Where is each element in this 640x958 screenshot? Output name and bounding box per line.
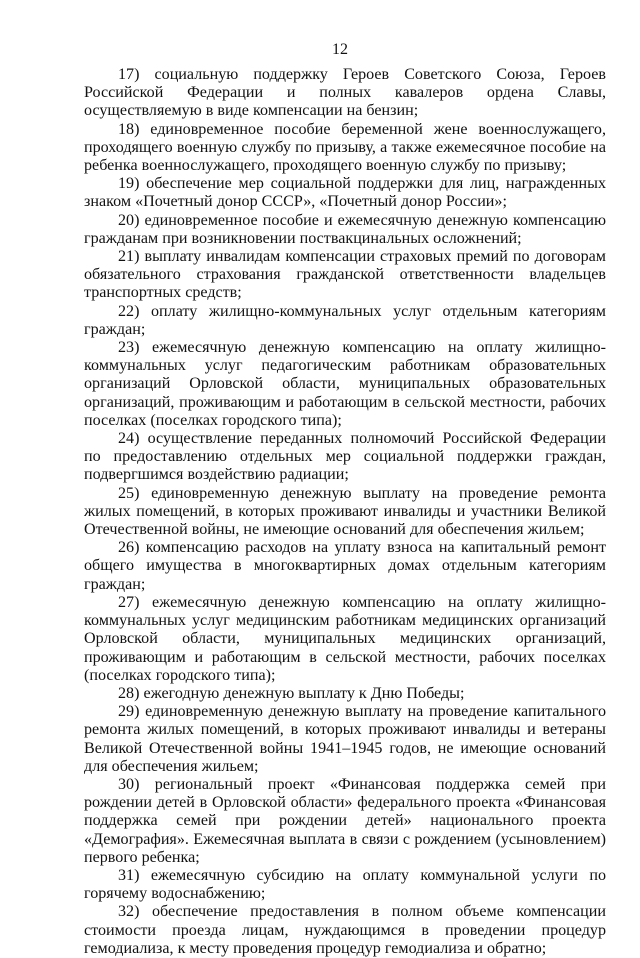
- list-item-17: 17) социальную поддержку Героев Советского Союза, Героев Российской Федерации и полных кавалеров ордена Славы, осуществляемую в виде компенсации на бензин;: [84, 66, 606, 120]
- list-item-18: 18) единовременное пособие беременной жене военнослужащего, проходящего военную службу по призыву, а также ежемесячное пособие на ребенка военнослужащего, проходящего военную службу по призыву;: [84, 120, 606, 175]
- list-item-30: 30) региональный проект «Финансовая поддержка семей при рождении детей в Орловской области» федерального проекта «Финансовая поддержка семей при рождении детей» национального проекта «Демография». Ежемесячная выплата в связи с рождением (усыновлением) первого ребенка;: [84, 775, 606, 866]
- page-number: 12: [332, 41, 348, 58]
- document-body: [84, 66, 606, 958]
- list-item-32: 32) обеспечение предоставления в полном объеме компенсации стоимости проезда лицам, нуждающимся в проведении процедур гемодиализа, к месту проведения процедур гемодиализа и обратно;: [84, 903, 606, 957]
- list-item-25: 25) единовременную денежную выплату на проведение ремонта жилых помещений, в которых проживают инвалиды и участники Великой Отечественной войны, не имеющие оснований для обеспечения жильем;: [84, 484, 606, 539]
- list-item-27: 27) ежемесячную денежную компенсацию на оплату жилищно-коммунальных услуг медицинским работникам медицинских организаций Орловской области, муниципальных медицинских организаций, проживающим и работающим в сельской местности, рабочих поселках (поселках городского типа);: [84, 593, 606, 684]
- list-item-22: 22) оплату жилищно-коммунальных услуг отдельным категориям граждан;: [84, 302, 606, 338]
- list-item-29: 29) единовременную денежную выплату на проведение капитального ремонта жилых помещений, в которых проживают инвалиды и ветераны Великой Отечественной войны 1941–1945 годов, не имеющие оснований для обеспечения жильем;: [84, 703, 606, 775]
- list-item-24: 24) осуществление переданных полномочий Российской Федерации по предоставлению отдельных мер социальной поддержки граждан, подвергшимся воздействию радиации;: [84, 430, 606, 484]
- list-item-31: 31) ежемесячную субсидию на оплату коммунальной услуги по горячему водоснабжению;: [84, 866, 606, 903]
- list-item-26: 26) компенсацию расходов на уплату взноса на капитальный ремонт общего имущества в многоквартирных домах отдельным категориям граждан;: [84, 539, 606, 593]
- list-item-19: 19) обеспечение мер социальной поддержки для лиц, награжденных знаком «Почетный донор СССР», «Почетный донор России»;: [84, 175, 606, 211]
- list-item-21: 21) выплату инвалидам компенсации страховых премий по договорам обязательного страхования гражданской ответственности владельцев транспортных средств;: [84, 248, 606, 302]
- list-item-28: 28) ежегодную денежную выплату к Дню Победы;: [118, 684, 465, 702]
- list-item-20: 20) единовременное пособие и ежемесячную денежную компенсацию гражданам при возникновении поствакцинальных осложнений;: [84, 211, 606, 247]
- list-item-23: 23) ежемесячную денежную компенсацию на оплату жилищно-коммунальных услуг педагогическим работникам образовательных организаций Орловской области, муниципальных образовательных организаций, проживающим и работающим в сельской местности, рабочих поселках (поселках городского типа);: [84, 339, 606, 429]
